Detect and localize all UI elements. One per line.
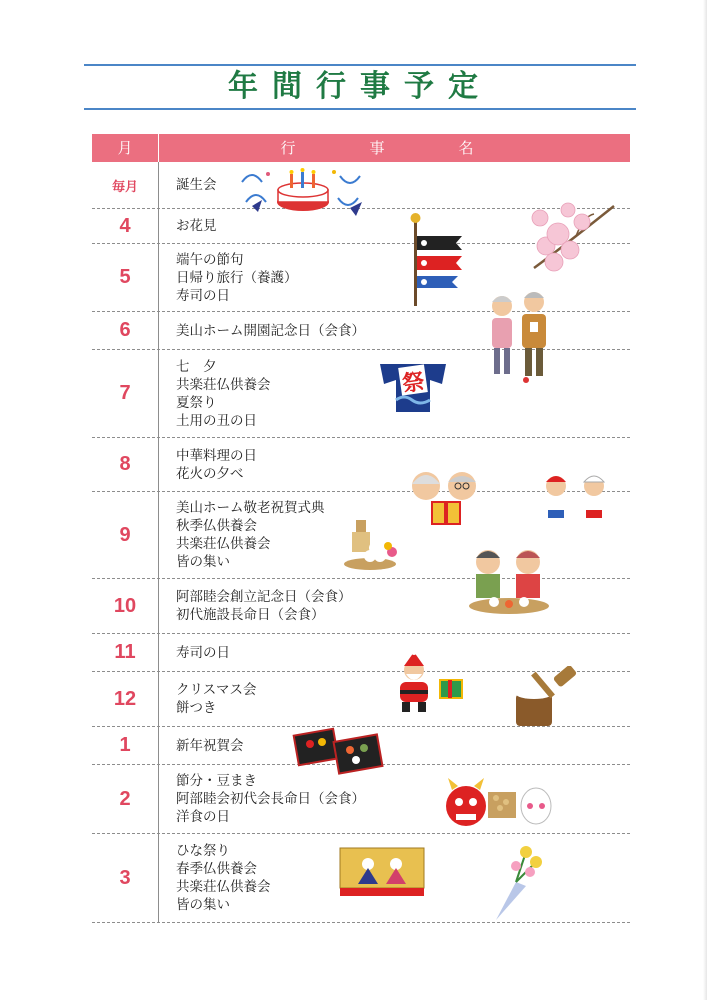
event-text: クリスマス会 [176, 682, 257, 698]
event-text: 阿部睦会創立記念日（会食） [176, 589, 352, 605]
month-cell: 3 [119, 866, 131, 889]
row-divider [158, 634, 159, 671]
page-title: 年間行事予定 [228, 69, 492, 104]
title-rule-bottom [84, 108, 636, 110]
event-text: 夏祭り [176, 394, 217, 411]
festival-happi-icon [378, 360, 448, 416]
event-text: 花火の夕べ [176, 465, 244, 482]
event-cell [176, 244, 298, 311]
kids-icon [538, 470, 614, 528]
row-divider [158, 350, 159, 437]
event-text: 共楽荘仏供養会 [176, 376, 271, 393]
row-divider [158, 834, 159, 922]
month-cell: 4 [119, 214, 131, 237]
event-text: 洋食の日 [176, 809, 230, 825]
event-text: 美山ホーム開園記念日（会食） [176, 322, 365, 339]
event-cell [176, 312, 365, 349]
title-rule-top [84, 64, 636, 66]
header-event: 行事名 [280, 139, 548, 157]
santa-icon [382, 650, 472, 714]
event-cell [176, 209, 217, 243]
row-divider [158, 765, 159, 833]
row-divider [158, 727, 159, 764]
flower-bouquet-icon [486, 842, 546, 924]
birthday-cake-icon [238, 162, 368, 218]
event-text: 七 夕 [176, 358, 217, 375]
row-divider [158, 312, 159, 349]
elderly-couple-icon [486, 284, 552, 388]
month-cell: 2 [119, 787, 131, 810]
month-cell: 1 [119, 734, 131, 756]
event-cell [176, 438, 257, 491]
event-text: 端午の節句 [176, 251, 244, 268]
event-cell [176, 350, 271, 437]
event-text: 新年祝賀会 [176, 737, 244, 754]
event-cell [176, 672, 256, 726]
title-block [84, 64, 636, 110]
event-text: 餅つき [176, 700, 217, 716]
event-text: 春季仏供養会 [176, 861, 257, 877]
event-text: お花見 [176, 218, 217, 234]
scan-edge [703, 0, 707, 1000]
event-text: 土用の丑の日 [176, 412, 257, 429]
event-text: 皆の集い [176, 897, 230, 913]
event-cell [176, 492, 325, 578]
elderly-dining-icon [464, 540, 554, 620]
oni-mask-icon [444, 776, 554, 832]
month-cell: 5 [119, 266, 131, 288]
event-cell [176, 727, 244, 764]
month-cell: 9 [119, 523, 131, 546]
event-text: 秋季仏供養会 [176, 518, 257, 534]
event-text: 共楽荘仏供養会 [176, 879, 271, 895]
event-cell [176, 162, 217, 208]
month-cell: 11 [114, 641, 136, 663]
tsukimi-icon [340, 518, 400, 574]
month-cell: 12 [113, 687, 137, 710]
event-text: 共楽荘仏供養会 [176, 536, 271, 552]
header-month: 月 [117, 139, 133, 157]
row-divider [158, 579, 159, 633]
row-divider [158, 209, 159, 243]
row-divider [158, 162, 159, 208]
row-divider [158, 438, 159, 491]
month-cell: 8 [119, 453, 131, 475]
event-text: 皆の集い [176, 554, 230, 570]
event-text: ひな祭り [176, 843, 230, 859]
event-text: 節分・豆まき [176, 773, 257, 789]
cherry-blossom-icon [524, 186, 620, 282]
month-cell: 毎月 [111, 178, 138, 194]
osechi-icon [292, 718, 388, 778]
event-cell [176, 579, 352, 633]
event-text: 中華料理の日 [176, 447, 257, 464]
event-text: 寿司の日 [176, 287, 230, 304]
table-header [92, 134, 630, 162]
row-divider [158, 492, 159, 578]
mochitsuki-icon [510, 666, 586, 728]
elderly-gift-icon [406, 466, 484, 528]
event-text: 誕生会 [176, 177, 217, 193]
event-cell [176, 634, 230, 671]
event-text: 寿司の日 [176, 644, 230, 661]
event-cell [176, 834, 271, 922]
month-cell: 7 [119, 382, 131, 404]
event-text: 初代施設長命日（会食） [176, 607, 325, 623]
row-divider [158, 244, 159, 311]
hina-dolls-icon [338, 846, 426, 902]
event-text: 美山ホーム敬老祝賀式典 [176, 500, 325, 516]
event-text: 阿部睦会初代会長命日（会食） [176, 791, 365, 807]
koinobori-icon [406, 212, 472, 306]
month-cell: 10 [113, 594, 137, 617]
row-divider [158, 672, 159, 726]
month-cell: 6 [119, 319, 131, 341]
event-text: 日帰り旅行（養護） [176, 269, 298, 286]
festival-sign: 祭 [400, 369, 427, 398]
